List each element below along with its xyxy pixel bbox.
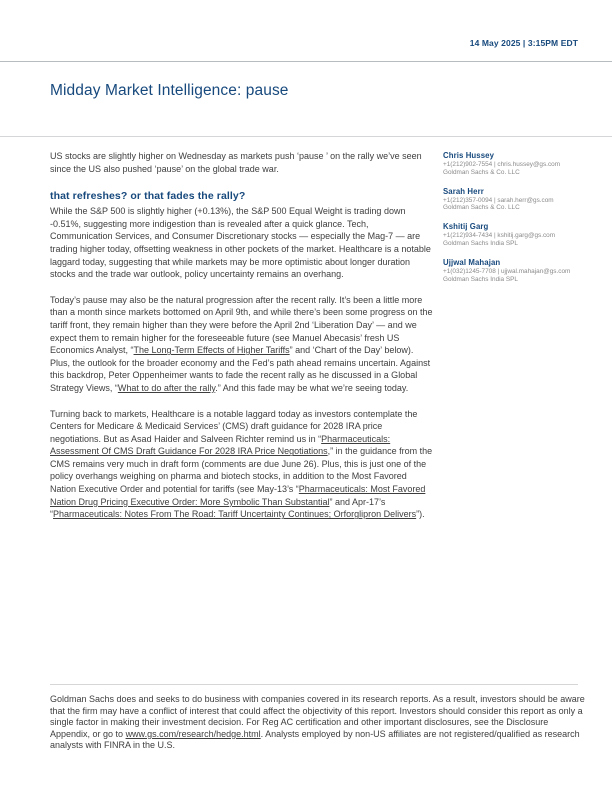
text-run: While the S&P 500 is slightly higher (+0.13%), the S&P 500 Equal Weight is trading down -0.51%, suggesting more indigestion than is revealed after a quick glance. Tech, Communication Services, and Consumer Discretionary stocks — especially the Mag-7 — are trading higher today, offsetting weakness in other pockets of the market. Healthcare is a notable laggard today, suggesting that while markets may be more optimistic about longer duration stocks and the trade war outlook, policy uncertainty remains an overhang. — [50, 206, 431, 280]
inline-link[interactable]: The Long-Term Effects of Higher Tariffs — [133, 345, 290, 356]
text-run: Goldman Sachs does and seeks to do business with companies covered in its research reports. As a result, investors should be aware that the firm may have a conflict of interest that could affect the objectivity of this report. Investors should consider this report as only a single factor in making their investment decision. For Reg AC certification and other important disclosures, see the Disclosure Appendix, or go to — [50, 694, 585, 739]
report-datetime: 14 May 2025 | 3:15PM EDT — [469, 38, 578, 48]
author-entry — [443, 151, 578, 177]
intro-paragraph: US stocks are slightly higher on Wednesday as markets push ‘pause ’ on the rally we’ve seen since the US also pushed ‘pause’ on the global trade war. — [50, 151, 422, 174]
author-entry — [443, 222, 578, 248]
text-run: ” and Apr-17’s “ — [50, 496, 386, 520]
author-entry — [443, 187, 578, 213]
author-name: Ujjwal Mahajan — [443, 257, 501, 267]
text-run: Today’s pause may also be the natural progression after the recent rally. It’s been a little more than a month since markets bottomed on April 9th, and while there’s been some progress on the tariff front, they remain higher than they were before the April 2nd ‘Liberation Day’ — and we expect them to remain higher for the foreseeable future (see Manuel Abecasis’ fresh US Economics Analyst, “ — [50, 294, 433, 356]
author-firm: Goldman Sachs & Co. LLC — [443, 168, 520, 176]
header-divider — [0, 61, 612, 62]
body-paragraph — [50, 408, 433, 521]
inline-link[interactable]: What to do after the rally — [117, 382, 216, 393]
inline-link[interactable]: www.gs.com/research/hedge.html — [125, 728, 261, 739]
author-name: Kshitij Garg — [443, 222, 489, 232]
text-run: ,” in the guidance from the CMS remains very much in draft form (comments are due June 26). Plus, this is just one of the policy overhangs weighing on pharma and biotech stocks, in addition to the Most Favored Nation Executive Order and potential for tariffs (see May-13’s “ — [50, 446, 433, 495]
title-divider — [0, 136, 612, 137]
author-contact: +1(032)1245-7708 | ujjwal.mahajan@gs.com — [443, 267, 571, 275]
author-contact: +1(212)357-0094 | sarah.herr@gs.com — [443, 196, 554, 204]
text-run: .” And this fade may be what we’re seeing today. — [215, 382, 409, 393]
body-paragraph — [50, 205, 433, 281]
inline-link[interactable]: Pharmaceuticals: Notes From The Road: Tariff Uncertainty Continues; Orforglipron Delivers — [53, 509, 417, 520]
footer-divider — [50, 684, 578, 685]
author-name: Sarah Herr — [443, 186, 484, 196]
inline-link[interactable]: Pharmaceuticals: Most Favored Nation Drug Pricing Executive Order: More Symbolic Than Substantial — [50, 484, 426, 507]
text-run: ”). — [416, 509, 425, 520]
text-run: ” and ‘Chart of the Day’ below). Plus, the outlook for the broader economy and the Fed’s path ahead remains uncertain. Against this backdrop, Peter Oppenheimer wants to fade the recent rally as he discussed in a Global Strategy Views, “ — [50, 345, 431, 393]
author-contact: +1(212)934-7434 | kshitij.garg@gs.com — [443, 232, 556, 240]
text-run: . Analysts employed by non-US affiliates are not registered/qualified as research analysts with FINRA in the U.S. — [50, 728, 580, 751]
report-title: Midday Market Intelligence: pause — [50, 82, 289, 99]
body-paragraph — [50, 294, 433, 395]
author-name: Chris Hussey — [443, 151, 495, 160]
author-firm: Goldman Sachs India SPL — [443, 239, 518, 247]
author-firm: Goldman Sachs & Co. LLC — [443, 204, 520, 212]
article-column — [50, 150, 433, 534]
section-heading: that refreshes? or that fades the rally? — [50, 190, 246, 203]
text-run: Turning back to markets, Healthcare is a notable laggard today as investors contemplate the Centers for Medicare & Medicaid Services’ (CMS) draft guidance for 2028 IRA price negotiations. But as Asad Haider and Salveen Richter remind us in “ — [50, 408, 418, 444]
disclaimer-text — [50, 694, 586, 752]
inline-link[interactable]: Pharmaceuticals: Assessment Of CMS Draft Guidance For 2028 IRA Price Negotiations — [50, 433, 391, 457]
report-body — [50, 150, 578, 534]
author-firm: Goldman Sachs India SPL — [443, 275, 518, 283]
author-entry — [443, 258, 578, 284]
authors-sidebar — [443, 150, 578, 293]
author-contact: +1(212)902-7554 | chris.hussey@gs.com — [443, 161, 561, 168]
